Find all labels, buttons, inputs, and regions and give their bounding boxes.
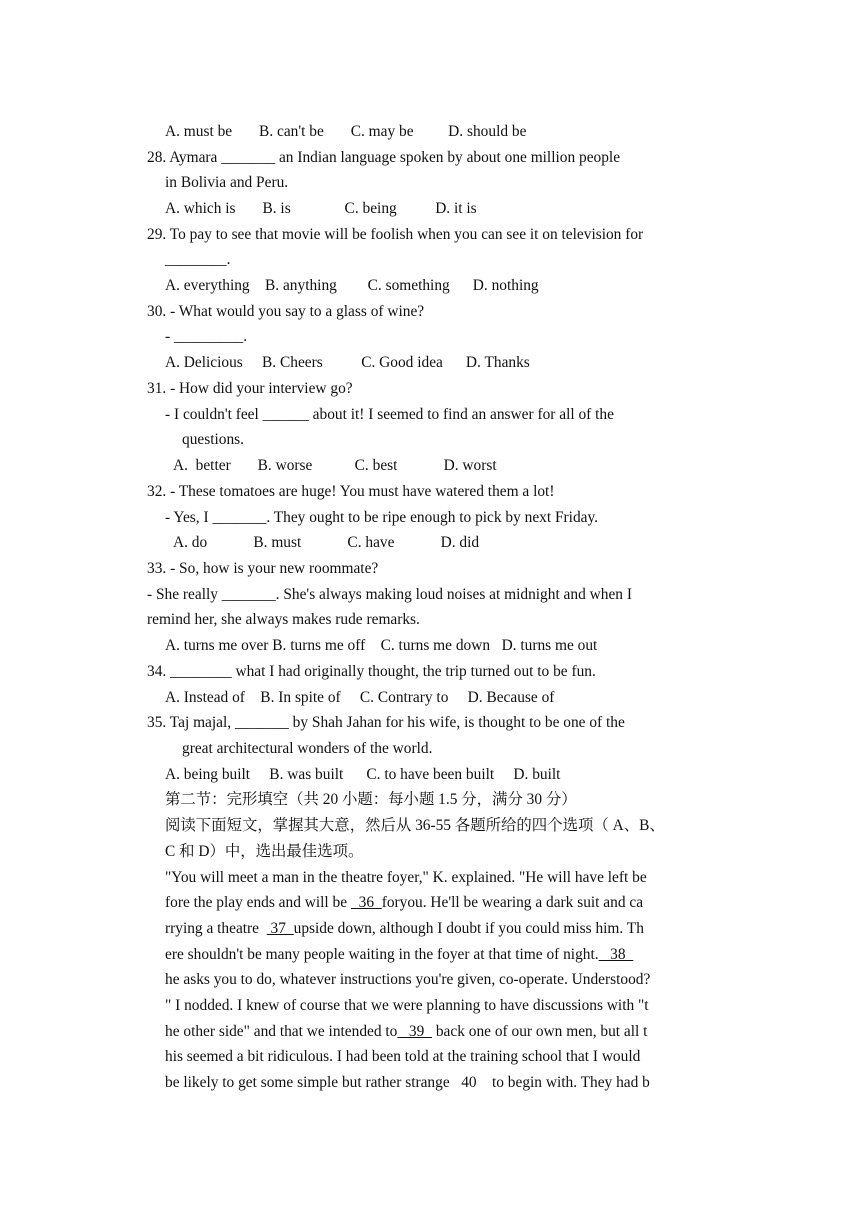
passage-line-5: he asks you to do, whatever instructions you're given, co-operate. Understood? bbox=[165, 971, 651, 988]
section-instructions: 阅读下面短文，掌握其大意，然后从 36-55 各题所给的四个选项（ A、B、 bbox=[165, 817, 665, 834]
question-33-reply: - She really _______. She's always making loud noises at midnight and when I bbox=[147, 586, 632, 603]
passage-line-1: "You will meet a man in the theatre foyer," K. explained. "He will have left be bbox=[165, 869, 647, 886]
option-line-27: A. must be B. can't be C. may be D. should be bbox=[165, 123, 527, 140]
option-line-33: A. turns me over B. turns me off C. turns me down D. turns me out bbox=[165, 637, 598, 654]
question-29: 29. To pay to see that movie will be foolish when you can see it on television for bbox=[147, 226, 644, 243]
question-35: 35. Taj majal, _______ by Shah Jahan for his wife, is thought to be one of the bbox=[147, 714, 625, 731]
blank-38: 38 bbox=[598, 946, 634, 963]
option-line-34: A. Instead of B. In spite of C. Contrary to D. Because of bbox=[165, 689, 555, 706]
option-line-31: A. better B. worse C. best D. worst bbox=[173, 457, 497, 474]
question-33-cont: remind her, she always makes rude remarks. bbox=[147, 611, 420, 628]
question-28-cont: in Bolivia and Peru. bbox=[165, 174, 289, 191]
question-31: 31. - How did your interview go? bbox=[147, 380, 353, 397]
question-35-cont: great architectural wonders of the world. bbox=[182, 740, 433, 757]
blank-39: 39 bbox=[397, 1023, 433, 1040]
passage-line-9: be likely to get some simple but rather strange 40 to begin with. They had b bbox=[165, 1074, 650, 1091]
option-line-29: A. everything B. anything C. something D. nothing bbox=[165, 277, 539, 294]
blank-37: 37 bbox=[266, 920, 294, 937]
blank-36: 36 bbox=[350, 894, 382, 911]
passage-line-7: he other side" and that we intended to 39 back one of our own men, but all t bbox=[165, 1023, 648, 1040]
question-29-blank: ________. bbox=[165, 251, 231, 268]
option-line-32: A. do B. must C. have D. did bbox=[173, 534, 480, 551]
passage-line-8: his seemed a bit ridiculous. I had been told at the training school that I would bbox=[165, 1048, 641, 1065]
question-34: 34. ________ what I had originally thought, the trip turned out to be fun. bbox=[147, 663, 596, 680]
question-28: 28. Aymara _______ an Indian language spoken by about one million people bbox=[147, 149, 621, 166]
option-line-30: A. Delicious B. Cheers C. Good idea D. Thanks bbox=[165, 354, 530, 371]
question-33: 33. - So, how is your new roommate? bbox=[147, 560, 379, 577]
question-30: 30. - What would you say to a glass of wine? bbox=[147, 303, 425, 320]
passage-line-4: ere shouldn't be many people waiting in the foyer at that time of night. 38 bbox=[165, 946, 634, 963]
section-instructions-cont: C 和 D）中，选出最佳选项。 bbox=[165, 843, 364, 860]
option-line-35: A. being built B. was built C. to have been built D. built bbox=[165, 766, 561, 783]
passage-line-3: rrying a theatre 37 upside down, although I doubt if you could miss him. Th bbox=[165, 920, 644, 937]
question-31-reply: - I couldn't feel ______ about it! I seemed to find an answer for all of the bbox=[165, 406, 614, 423]
passage-line-2: fore the play ends and will be 36 foryou. He'll be wearing a dark suit and ca bbox=[165, 894, 644, 911]
option-line-28: A. which is B. is C. being D. it is bbox=[165, 200, 477, 217]
question-30-reply: - _________. bbox=[165, 328, 248, 345]
question-32: 32. - These tomatoes are huge! You must have watered them a lot! bbox=[147, 483, 555, 500]
section-heading: 第二节：完形填空（共 20 小题：每小题 1.5 分，满分 30 分） bbox=[165, 791, 577, 808]
passage-line-6: " I nodded. I knew of course that we were planning to have discussions with "t bbox=[165, 997, 649, 1014]
question-31-cont: questions. bbox=[182, 431, 244, 448]
question-32-reply: - Yes, I _______. They ought to be ripe enough to pick by next Friday. bbox=[165, 509, 599, 526]
